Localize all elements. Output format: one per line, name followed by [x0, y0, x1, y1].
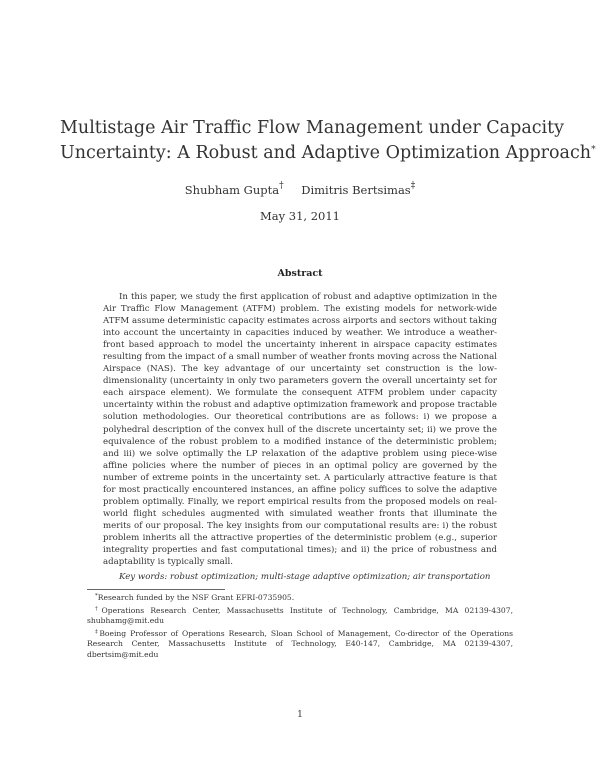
footnotes: [87, 591, 513, 661]
title-footnote-mark: *: [591, 145, 596, 155]
footnote-text: Boeing Professor of Operations Research, Sloan School of Management, Co-director of the Operations Research Center, Massachusetts Institute of Technology, E40-147, Cambridge, MA 02139-4307, dbertsim@mit.edu: [87, 628, 513, 659]
author-footnote-mark: ‡: [410, 181, 416, 191]
title-line-2-text: Uncertainty: A Robust and Adaptive Optimization Approach: [60, 143, 592, 163]
author-name: Dimitris Bertsimas: [301, 183, 411, 197]
author-footnote-mark: †: [279, 181, 284, 191]
keywords-label: Key words:: [119, 572, 168, 582]
footnote-mark: ‡: [95, 628, 100, 635]
title-line-2: [60, 139, 596, 164]
abstract-text: In this paper, we study the first application of robust and adaptive optimization in the Air Traffic Flow Management (ATFM) problem. The existing models for network-wide ATFM assume deterministic capacity estimates across airports and sectors without taking into account the uncertainty in capacities induced by weather. We introduce a weather-front based approach to model the uncertainty inherent in airspace capacity estimates resulting from the impact of a small number of weather fronts moving across the National Airspace (NAS). The key advantage of our uncertainty set construction is the low-dimensionality (uncertainty in only two parameters govern the overall uncertainty set for each airspace element). We formulate the consequent ATFM problem under capacity uncertainty within the robust and adaptive optimization framework and propose tractable solution methodologies. Our theoretical contributions are as follows: i) we propose a polyhedral description of the convex hull of the discrete uncertainty set; ii) we prove the equivalence of the robust problem to a modified instance of the deterministic problem; and iii) we solve optimally the LP relaxation of the adaptive problem using piece-wise affine policies where the number of pieces in an optimal policy are governed by the number of extreme points in the uncertainty set. A particularly attractive feature is that for most practically encountered instances, an affine policy suffices to solve the adaptive problem optimally. Finally, we report empirical results from the proposed models on real-world flight schedules augmented with simulated weather fronts that illuminate the merits of our proposal. The key insights from our computational results are: i) the robust problem inherits all the attractive properties of the deterministic problem (e.g., superior integrality properties and fast computational times); and ii) the price of robustness and adaptability is typically small.: [103, 292, 497, 568]
abstract-heading: Abstract: [277, 268, 323, 279]
footnote: [87, 604, 513, 627]
keywords-line: [119, 572, 519, 582]
keywords-value: robust optimization; multi-stage adaptive optimization; air transportation: [170, 572, 491, 582]
footnote-mark: †: [95, 605, 102, 612]
author-list: [0, 179, 600, 197]
author: [185, 179, 284, 197]
author: [301, 179, 415, 197]
footnote-mark: *: [95, 593, 98, 599]
page-number: 1: [297, 710, 303, 720]
footnote-divider: [87, 589, 225, 590]
paper-title: [60, 117, 596, 164]
footnote: [87, 591, 513, 604]
footnote-text: Operations Research Center, Massachusetts Institute of Technology, Cambridge, MA 02139-4307, shubhamg@mit.edu: [87, 605, 513, 626]
footnote-text: Research funded by the NSF Grant EFRI-0735905.: [97, 593, 295, 602]
title-line-1: Multistage Air Traffic Flow Management under Capacity: [60, 118, 565, 138]
footnote: [87, 627, 513, 661]
publication-date: May 31, 2011: [260, 209, 340, 223]
author-name: Shubham Gupta: [184, 183, 280, 197]
